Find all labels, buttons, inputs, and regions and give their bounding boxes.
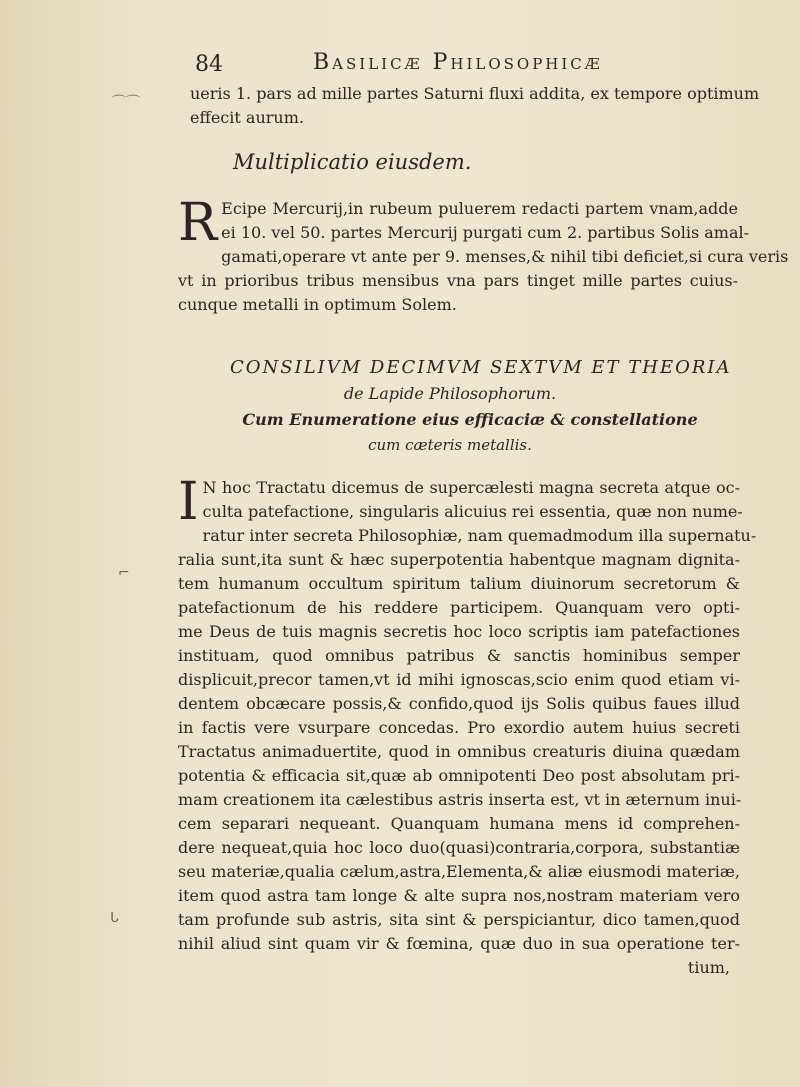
text-line: tam profunde sub astris, sita sint & perspiciantur, dico tamen,quod	[178, 910, 740, 929]
text-line: in factis vere vsurpare concedas. Pro exordio autem huius secreti	[178, 718, 740, 737]
text-line: ralia sunt,ita sunt & hæc superpotentia habentque magnam dignita-	[178, 550, 740, 569]
text-line: item quod astra tam longe & alte supra nos,nostram materiam vero	[178, 886, 740, 905]
running-title: Basilicæ Philosophicæ	[313, 50, 603, 75]
text-line: cem separari nequeant. Quanquam humana mens id comprehen-	[178, 814, 740, 833]
section1-paragraph	[178, 193, 789, 317]
drop-cap: R	[178, 193, 218, 253]
text-line: tem humanum occultum spiritum talium diuinorum secretorum &	[178, 574, 740, 593]
text-line: effecit aurum.	[190, 108, 304, 127]
text-line: ei 10. vel 50. partes Mercurij purgati cum 2. partibus Solis amal-	[221, 223, 750, 242]
section-heading: Multiplicatio eiusdem.	[233, 150, 472, 174]
drop-cap: I	[178, 472, 199, 532]
text-line: vt in prioribus tribus mensibus vna pars tinget mille partes cuius-	[178, 271, 738, 290]
margin-annotation-mark: ᒐ	[110, 910, 119, 926]
text-line: dere nequeat,quia hoc loco duo(quasi)contraria,corpora, substantiæ	[178, 838, 740, 857]
text-line: Tractatus animaduertite, quod in omnibus creaturis diuina quædam	[178, 742, 740, 761]
catchword: tium,	[687, 958, 730, 977]
text-line: nihil aliud sint quam vir & fœmina, quæ duo in sua operatione ter-	[178, 934, 740, 953]
page-header	[195, 44, 715, 78]
intro-text	[190, 82, 760, 130]
chapter-title: CONSILIVM DECIMVM SEXTVM ET THEORIA	[230, 357, 732, 378]
text-line: seu materiæ,qualia cælum,astra,Elementa,& aliæ eiusmodi materiæ,	[178, 862, 740, 881]
page-number: 84	[195, 52, 223, 77]
text-line: mam creationem ita cælestibus astris inserta est, vt in æternum inui-	[178, 790, 742, 809]
text-line: dentem obcæcare possis,& confido,quod ijs Solis quibus faues illud	[178, 694, 740, 713]
text-line: patefactionum de his reddere participem. Quanquam vero opti-	[178, 598, 740, 617]
text-line: cunque metalli in optimum Solem.	[178, 295, 457, 314]
text-line: Ecipe Mercurij,in rubeum puluerem redacti partem vnam,adde	[221, 199, 738, 218]
text-line: culta patefactione, singularis alicuius rei essentia, quæ non nume-	[202, 502, 743, 521]
text-line: instituam, quod omnibus patribus & sanctis hominibus semper	[178, 646, 740, 665]
text-line: displicuit,precor tamen,vt id mihi ignoscas,scio enim quod etiam vi-	[178, 670, 740, 689]
chapter-subheading: cum cæteris metallis.	[368, 436, 532, 454]
text-line: me Deus de tuis magnis secretis hoc loco scriptis iam patefactiones	[178, 622, 740, 641]
text-line: gamati,operare vt ante per 9. menses,& nihil tibi deficiet,si cura veris	[221, 247, 789, 266]
text-line: potentia & efficacia sit,quæ ab omnipotenti Deo post absolutam pri-	[178, 766, 740, 785]
margin-annotation-mark: ⌒⌒	[112, 95, 140, 111]
section2-paragraph	[178, 472, 757, 980]
text-line: ratur inter secreta Philosophiæ, nam quemadmodum illa supernatu-	[202, 526, 757, 545]
text-line: N hoc Tractatu dicemus de supercælesti magna secreta atque oc-	[202, 478, 740, 497]
text-line: ueris 1. pars ad mille partes Saturni fluxi addita, ex tempore optimum	[190, 84, 760, 103]
chapter-subheading: Cum Enumeratione eius efficaciæ & constellatione	[242, 410, 698, 429]
chapter-subtitle: de Lapide Philosophorum.	[343, 384, 557, 403]
margin-annotation-mark: ⌐	[118, 565, 130, 581]
